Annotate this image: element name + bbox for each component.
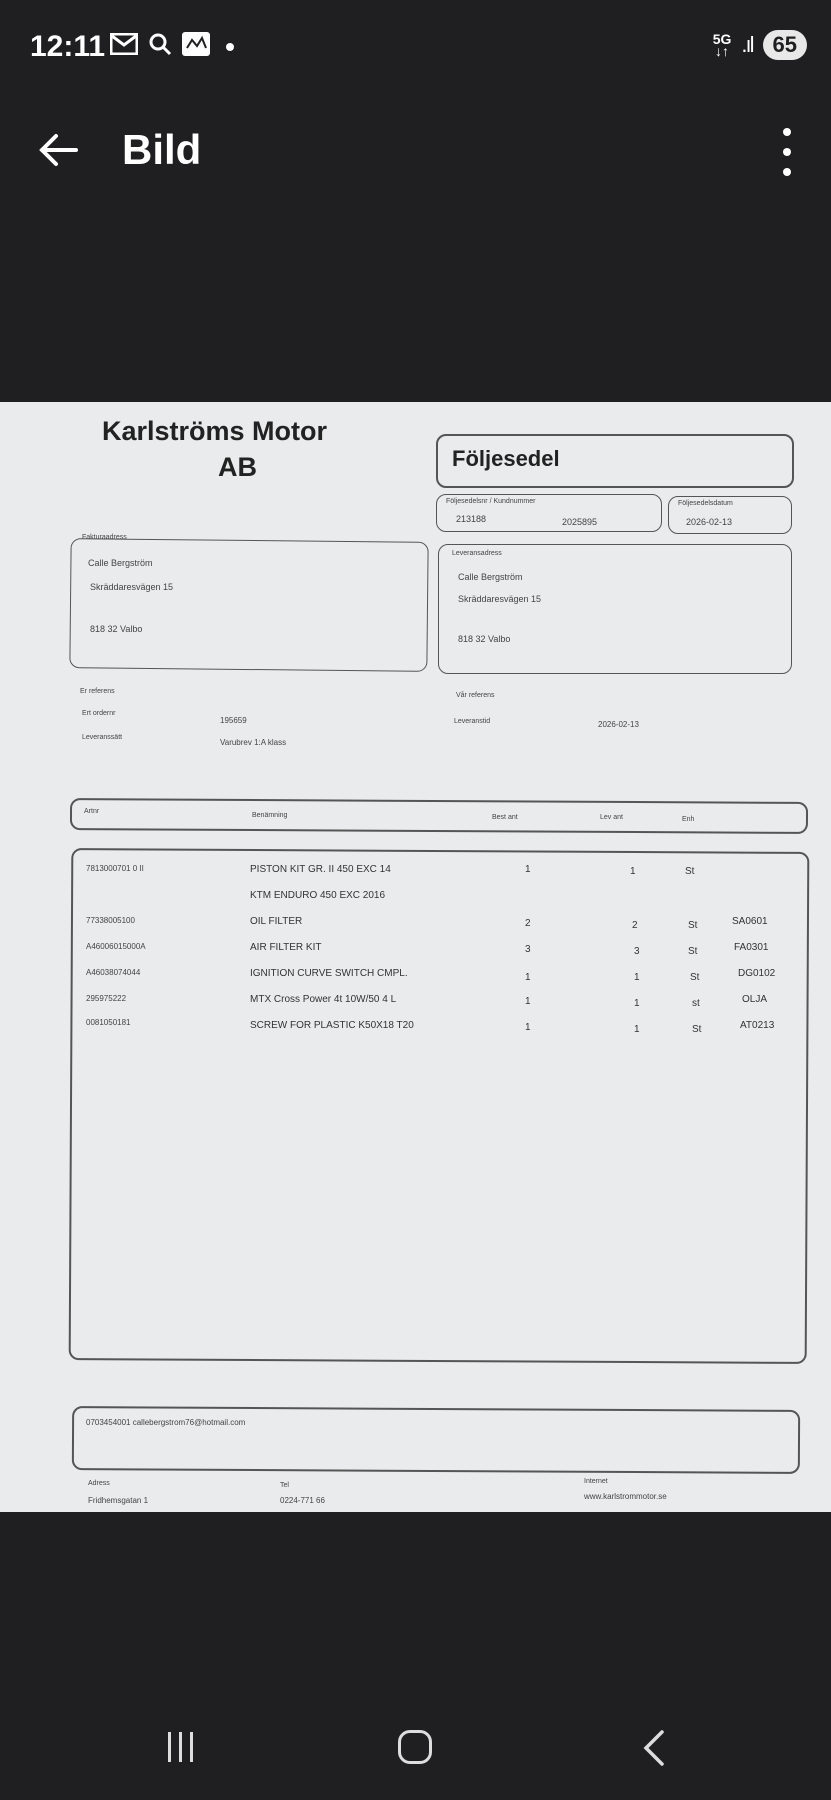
company-suffix: AB [218, 452, 257, 482]
ref-value-order: 195659 [220, 716, 247, 725]
billing-street: Skräddaresvägen 15 [90, 582, 174, 592]
delivery-label: Leveransadress [452, 550, 502, 557]
arrow-left-icon [36, 128, 80, 172]
billing-city: 818 32 Valbo [90, 624, 143, 634]
chevron-left-icon [636, 1728, 676, 1768]
company-name: Karlströms Motor [102, 416, 328, 446]
footer-label-address: Adress [88, 1480, 110, 1487]
meta-date: 2026-02-13 [686, 517, 733, 527]
search-icon [148, 32, 172, 61]
signal-icon: .ıl [741, 32, 753, 57]
footer-tel: 0224-771 66 [280, 1496, 325, 1505]
delivery-street: Skräddaresvägen 15 [458, 594, 542, 604]
contact-box [72, 1406, 800, 1474]
page-title: Bild [122, 126, 202, 173]
dot-icon [226, 43, 234, 51]
meta-customer: 2025895 [562, 517, 598, 527]
system-back-button[interactable] [636, 1728, 676, 1768]
app-icon [182, 32, 210, 61]
col-artnr: Artnr [84, 808, 100, 815]
system-nav-bar [0, 1700, 831, 1800]
home-button[interactable] [398, 1730, 432, 1764]
footer-label-internet: Internet [584, 1478, 608, 1485]
billing-name: Calle Bergström [88, 558, 153, 568]
delivery-city: 818 32 Valbo [458, 634, 511, 644]
battery-icon: 65 [763, 30, 807, 60]
document-image[interactable]: Karlströms Motor AB Följesedel Följesedelsnr / Kundnummer 213188 2025895 Följesedelsdatum 2026-02-13 Fakturaadress Calle Bergström Skräddaresvägen 15 818 32 Valbo Leveransadress Calle Bergström Skräddaresvägen 15 818 32 Valbo Er referens Ert ordernr Leveranssätt 195659 Varubrev 1:A klass Vår referens Leveranstid 2026-02-13 Artnr Benämning Best ant Lev ant Enh 7813000701 0 II PISTON KIT GR. II 450 EXC 14 1 1 St KTM ENDURO 450 EXC 2016 77338005100 OIL FILTER 2 2 St SA0601 A46006015000A AIR FILTER KIT 3 3 St FA0301 A46038074044 IGNITION CURVE SWITCH CMPL. 1 1 St DG0102 295975222 MTX Cross Power 4t 10W/50 4 L 1 1 st OLJA 0081050181 SCREW FOR PLASTIC K50X18 T20 1 1 St AT0213 0703454001 callebergstrom76@hotmail.com Adress Fridhemsgatan 1 Tel 0224-771 66 Internet www.karlstrommotor.se [0, 402, 831, 1512]
delivery-name: Calle Bergström [458, 572, 523, 582]
footer-label-tel: Tel [280, 1482, 289, 1489]
table-body-box [69, 848, 810, 1364]
ref-label-2: Ert ordernr [82, 710, 116, 717]
ref-value-delivery: Varubrev 1:A klass [220, 738, 287, 747]
meta-nr: 213188 [456, 514, 487, 524]
ref-value-time: 2026-02-13 [598, 720, 639, 729]
network-icon: 5G ↓↑ [712, 31, 732, 59]
col-enh: Enh [682, 816, 695, 823]
status-time: 12:11 [30, 30, 106, 63]
mail-icon [110, 33, 138, 60]
app-bar [0, 110, 831, 190]
table-header-box [70, 798, 808, 834]
col-best: Best ant [492, 814, 518, 821]
delivery-box [438, 544, 792, 674]
contact-text: 0703454001 callebergstrom76@hotmail.com [86, 1418, 246, 1427]
ref-label-3: Leveranssätt [82, 734, 123, 741]
ref-label-5: Leveranstid [454, 718, 491, 725]
back-button[interactable] [36, 128, 80, 172]
meta-label-nr: Följesedelsnr / Kundnummer [446, 498, 536, 505]
status-bar [0, 0, 831, 96]
col-desc: Benämning [252, 812, 288, 819]
more-options-button[interactable] [779, 128, 795, 176]
meta-label-date: Följesedelsdatum [678, 500, 733, 507]
footer-internet: www.karlstrommotor.se [584, 1492, 667, 1501]
col-lev: Lev ant [600, 814, 623, 821]
ref-label-4: Vår referens [456, 692, 495, 699]
notification-icons [110, 32, 234, 61]
recent-apps-button[interactable] [168, 1732, 193, 1762]
billing-label: Fakturaadress [82, 534, 127, 541]
ref-label-1: Er referens [80, 688, 115, 695]
doc-title: Följesedel [452, 446, 560, 471]
footer-address: Fridhemsgatan 1 [88, 1496, 149, 1505]
